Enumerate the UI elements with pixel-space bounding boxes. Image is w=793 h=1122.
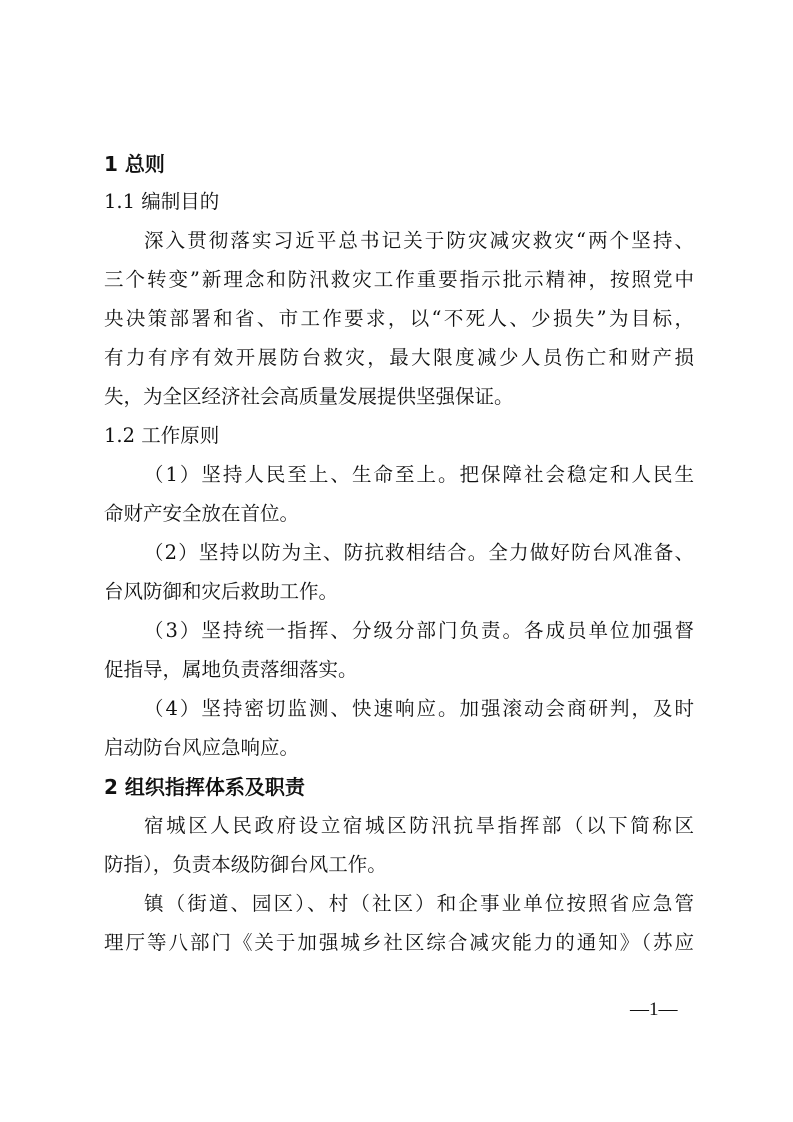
- section-1-2-heading: 1.2 工作原则: [104, 424, 220, 447]
- section-1-1-heading: 1.1 编制目的: [104, 190, 220, 213]
- section-2-heading: 2 组织指挥体系及职责: [104, 775, 305, 799]
- principle-line: （3）坚持统一指挥、分级分部门负责。各成员单位加强督: [144, 619, 694, 642]
- principle-line: （1）坚持人民至上、生命至上。把保障社会稳定和人民生: [144, 463, 694, 486]
- section-1-heading: 1 总则: [104, 152, 165, 176]
- paragraph-line: 理厅等八部门《关于加强城乡社区综合减灾能力的通知》（苏应: [104, 931, 694, 954]
- paragraph-line: 防指），负责本级防御台风工作。: [104, 853, 387, 876]
- principle-line: （2）坚持以防为主、防抗救相结合。全力做好防台风准备、: [144, 541, 694, 564]
- paragraph-line: 深入贯彻落实习近平总书记关于防灾减灾救灾“两个坚持、: [144, 229, 694, 252]
- paragraph-line: 宿城区人民政府设立宿城区防汛抗旱指挥部（以下简称区: [144, 814, 694, 837]
- paragraph-line: 失，为全区经济社会高质量发展提供坚强保证。: [104, 385, 514, 408]
- principle-line: （4）坚持密切监测、快速响应。加强滚动会商研判，及时: [144, 697, 694, 720]
- paragraph-line: 三个转变”新理念和防汛救灾工作重要指示批示精神，按照党中: [104, 268, 694, 291]
- page-number: —1—: [630, 999, 678, 1020]
- paragraph-line: 央决策部署和省、市工作要求，以“不死人、少损失”为目标，: [104, 307, 694, 330]
- principle-line: 命财产安全放在首位。: [104, 502, 300, 525]
- paragraph-line: 镇（街道、园区）、村（社区）和企事业单位按照省应急管: [144, 892, 694, 915]
- principle-line: 启动防台风应急响应。: [104, 736, 300, 759]
- principle-line: 促指导，属地负责落细落实。: [104, 658, 358, 681]
- paragraph-line: 有力有序有效开展防台救灾，最大限度减少人员伤亡和财产损: [104, 346, 694, 369]
- principle-line: 台风防御和灾后救助工作。: [104, 580, 339, 603]
